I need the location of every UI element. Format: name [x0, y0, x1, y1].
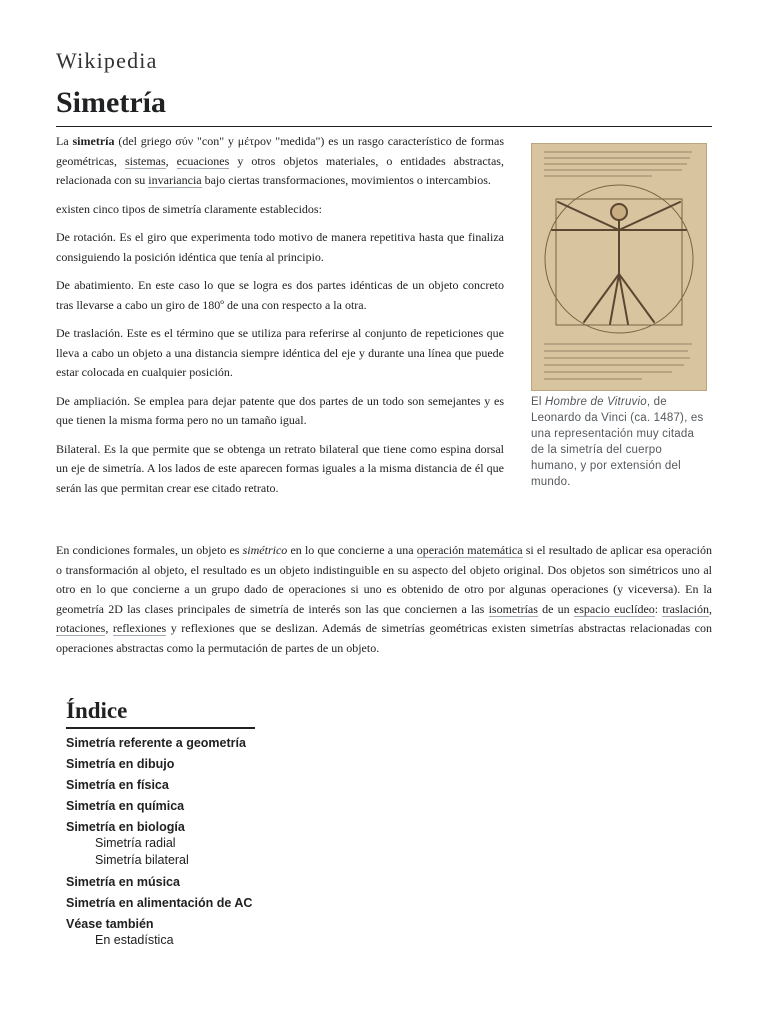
- vitruvian-man-image[interactable]: [531, 143, 707, 391]
- toc-group-vease: [66, 916, 426, 949]
- toc-sub-bilateral[interactable]: Simetría bilateral: [95, 853, 189, 867]
- title-divider: [56, 126, 712, 127]
- link-rotaciones[interactable]: rotaciones: [56, 621, 106, 635]
- page-title: Simetría: [56, 86, 166, 119]
- wikipedia-logo[interactable]: Wikipedia: [56, 48, 158, 73]
- toc-item-alimentacion[interactable]: Simetría en alimentación de AC: [66, 896, 253, 910]
- paragraph-ampliacion: De ampliación. Se emplea para dejar patente que dos partes de un todo son semejantes y es que tienen la misma forma pero no un tamaño igual.: [56, 393, 504, 427]
- toc-title: Índice: [66, 698, 128, 723]
- link-ecuaciones[interactable]: ecuaciones: [176, 153, 230, 168]
- intro-column: [56, 132, 504, 507]
- toc-sub-estadistica[interactable]: En estadística: [95, 933, 174, 947]
- link-espacio-euclideo[interactable]: espacio euclídeo: [573, 601, 655, 616]
- figure-caption: El Hombre de Vitruvio, de Leonardo da Vinci (ca. 1487), es una representación muy citada de la simetría del cuerpo humano, y por extensión del mundo.: [531, 396, 704, 488]
- link-sistemas[interactable]: sistemas: [124, 153, 166, 168]
- paragraph-abatimiento: De abatimiento. En este caso lo que se logra es dos partes idénticas de un objeto concreto tras llevarse a cabo un giro de 180º de una con respecto a la otra.: [56, 278, 504, 312]
- term-bold: simetría: [72, 134, 115, 148]
- vitruvian-figure: [531, 143, 707, 490]
- toc-item-biologia[interactable]: Simetría en biología: [66, 820, 185, 834]
- toc-item-fisica[interactable]: Simetría en física: [66, 778, 169, 792]
- toc-item-quimica[interactable]: Simetría en química: [66, 799, 185, 813]
- toc-item-musica[interactable]: Simetría en música: [66, 875, 180, 889]
- toc-divider: [66, 727, 255, 729]
- paragraph-rotacion: De rotación. Es el giro que experimenta todo motivo de manera repetitiva hasta que finaliza consiguiendo la posición idéntica que tenía al principio.: [56, 230, 504, 264]
- link-isometrias[interactable]: isometrías: [488, 601, 538, 616]
- link-traslacion[interactable]: traslación: [662, 601, 709, 616]
- table-of-contents: [66, 698, 426, 954]
- toc-item-dibujo[interactable]: Simetría en dibujo: [66, 757, 175, 771]
- toc-group-biologia: [66, 819, 426, 869]
- paragraph-traslacion: De traslación. Este es el término que se utiliza para referirse al conjunto de repeticiones que lleva a cabo un objeto a una distancia siempre idéntica del eje y durante una línea que puede estar colocada en cualquier posición.: [56, 326, 504, 379]
- link-operacion-matematica[interactable]: operación matemática: [416, 543, 523, 557]
- intro-paragraph: La simetría (del griego σύν "con" y μέτρον "medida") es un rasgo característico de formas geométricas, sistemas, ecuaciones y otros objetos materiales, o entidades abstractas, relacionada con su invariancia bajo ciertas transformaciones, movimientos o intercambios.: [56, 134, 505, 187]
- toc-item-geometria[interactable]: Simetría referente a geometría: [66, 736, 246, 750]
- link-invariancia[interactable]: invariancia: [148, 173, 202, 187]
- formal-paragraph: En condiciones formales, un objeto es simétrico en lo que concierne a una operación matemática si el resultado de aplicar esa operación o transformación al objeto, el resultado es un objeto indistinguible en su aspecto del objeto original. Dos objetos son simétricos uno al otro en lo que concierne a un grupo dado de operaciones si uno es obtenido de otro por algunas operaciones (y viceversa). En la geometría 2D las clases principales de simetría de interés son las que conciernen a las isometrías de un espacio euclídeo: traslación, rotaciones, reflexiones y reflexiones que se deslizan. Además de simetrías geométricas existen simetrías abstractas relacionadas con operaciones abstractas como la permutación de partes de un objeto.: [56, 543, 713, 655]
- paragraph-bilateral: Bilateral. Es la que permite que se obtenga un retrato bilateral que tiene como espina dorsal un eje de simetría. A los lados de este aparecen formas iguales a la misma distancia de él que serán las que permitan crear ese citado retrato.: [56, 441, 504, 495]
- toc-sub-radial[interactable]: Simetría radial: [95, 836, 176, 850]
- link-reflexiones[interactable]: reflexiones: [112, 621, 167, 635]
- paragraph-types-intro: existen cinco tipos de simetría claramente establecidos:: [56, 201, 322, 216]
- toc-item-vease-tambien[interactable]: Véase también: [66, 917, 154, 931]
